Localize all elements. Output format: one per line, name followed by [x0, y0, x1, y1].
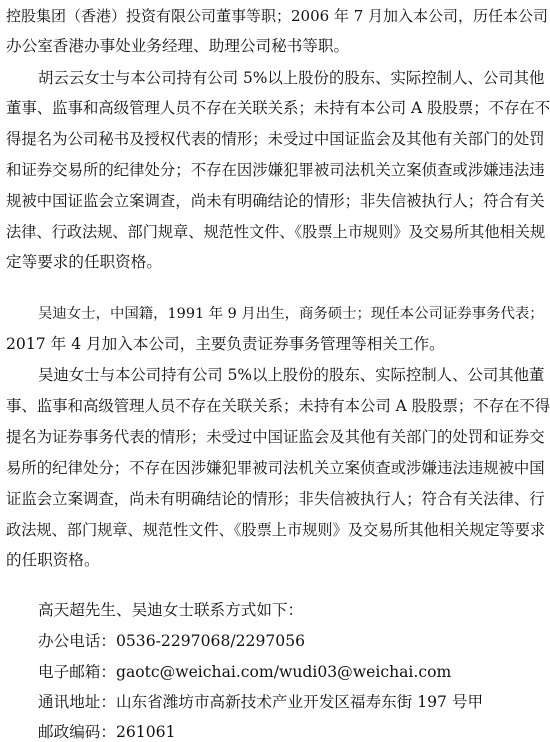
contact-address: 通讯地址：山东省潍坊市高新技术产业开发区福寿东街 197 号甲 [38, 693, 484, 711]
paragraph-2-line-5: 规被中国证监会立案调查，尚未有明确结论的情形；非失信被执行人；符合有关 [6, 192, 545, 210]
paragraph-4-line-6: 政法规、部门规章、规范性文件、《股票上市规则》及交易所其他相关规定等要求 [6, 521, 546, 539]
paragraph-4-line-2: 事、监事和高级管理人员不存在关联关系；未持有本公司 A 股股票；不存在不得 [6, 397, 550, 415]
paragraph-1-line-1: 控股集团（香港）投资有限公司董事等职；2006 年 7 月加入本公司，历任本公司 [6, 7, 549, 25]
paragraph-3-line-1: 吴迪女士，中国籍，1991 年 9 月出生，商务硕士；现任本公司证券事务代表； [38, 306, 544, 322]
paragraph-2-line-1: 胡云云女士与本公司持有公司 5%以上股份的股东、实际控制人、公司其他 [38, 69, 545, 87]
paragraph-4-line-5: 证监会立案调查，尚未有明确结论的情形；非失信被执行人；符合有关法律、行 [6, 490, 545, 508]
paragraph-4-line-7: 的任职资格。 [6, 551, 100, 569]
paragraph-3-line-2: 2017 年 4 月加入本公司，主要负责证券事务管理等相关工作。 [6, 335, 445, 353]
paragraph-4-line-3: 提名为证券事务代表的情形；未受过中国证监会及其他有关部门的处罚和证券交 [6, 428, 545, 446]
paragraph-1-line-2: 办公室香港办事处业务经理、助理公司秘书等职。 [6, 37, 350, 55]
paragraph-2-line-4: 和证券交易所的纪律处分；不存在因涉嫌犯罪被司法机关立案侦查或涉嫌违法违 [6, 161, 545, 179]
paragraph-4-line-4: 易所的纪律处分；不存在因涉嫌犯罪被司法机关立案侦查或涉嫌违法违规被中国 [6, 459, 545, 477]
paragraph-2-line-2: 董事、监事和高级管理人员不存在关联关系；未持有本公司 A 股股票；不存在不 [6, 99, 550, 117]
contact-intro: 高天超先生、吴迪女士联系方式如下： [38, 601, 304, 619]
paragraph-2-line-7: 定等要求的任职资格。 [6, 253, 162, 271]
paragraph-2-line-3: 得提名为公司秘书及授权代表的情形；未受过中国证监会及其他有关部门的处罚 [6, 130, 545, 148]
paragraph-4-line-1: 吴迪女士与本公司持有公司 5%以上股份的股东、实际控制人、公司其他董 [38, 366, 545, 384]
paragraph-2-line-6: 法律、行政法规、部门规章、规范性文件、《股票上市规则》及交易所其他相关规 [6, 223, 546, 241]
contact-email: 电子邮箱：gaotc@weichai.com/wudi03@weichai.com [38, 663, 452, 681]
contact-phone: 办公电话：0536-2297068/2297056 [38, 632, 306, 650]
contact-postcode: 邮政编码：261061 [38, 723, 176, 741]
